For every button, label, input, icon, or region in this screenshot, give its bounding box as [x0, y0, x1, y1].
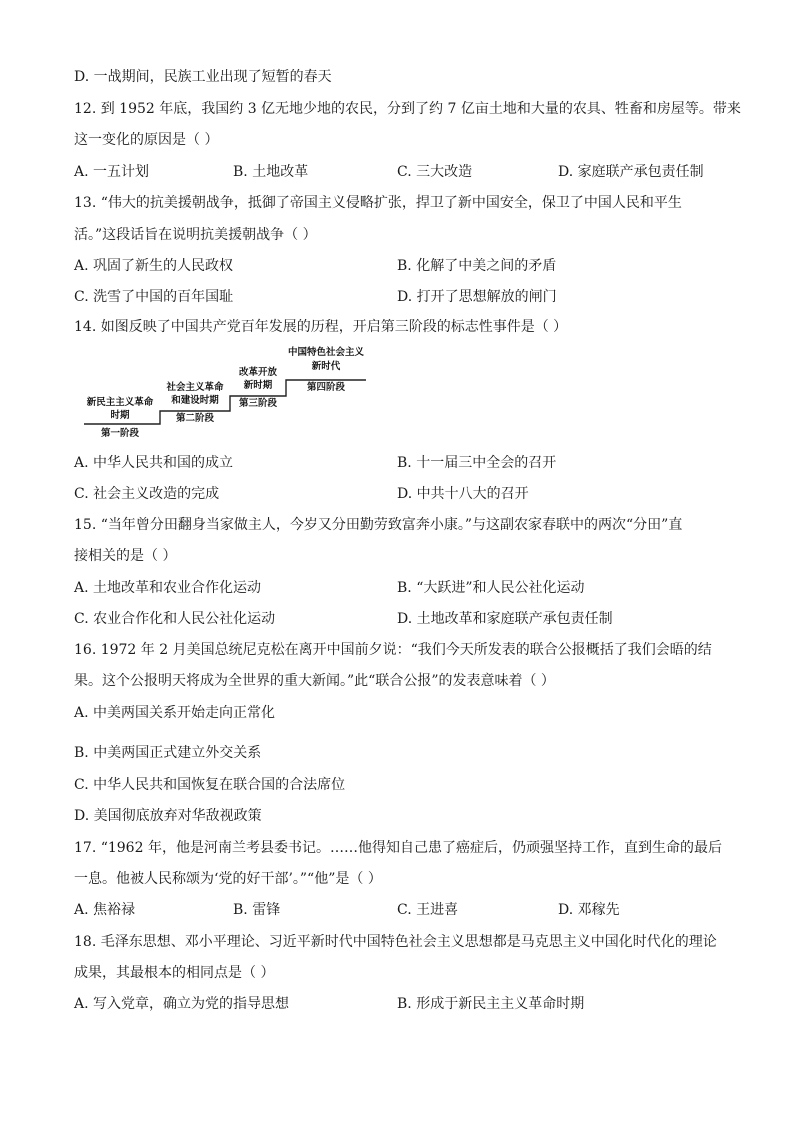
q11-option-d: D. 一战期间，民族工业出现了短暂的春天	[74, 69, 332, 85]
stage2-label: 第二阶段	[175, 413, 215, 424]
q17-stem-line2: 一息。他被人民称颂为‘党的好干部’。”“他”是（ ）	[74, 871, 382, 887]
q18-stem-line2: 成果，其最根本的相同点是（ ）	[74, 965, 275, 981]
stage3-line2: 新时期	[243, 380, 273, 391]
q16-stem-line2: 果。这个公报明天将成为全世界的重大新闻。”此“联合公报”的发表意味着（ ）	[74, 673, 555, 689]
q13-stem-line1: 13. “伟大的抗美援朝战争，抵御了帝国主义侵略扩张，捍卫了新中国安全，保卫了中国人民和平生	[74, 195, 682, 211]
staircase-svg	[82, 345, 382, 445]
stage4-label: 第四阶段	[306, 382, 346, 393]
q18-option-a: A. 写入党章，确立为党的指导思想	[74, 996, 290, 1012]
q16-option-a: A. 中美两国关系开始走向正常化	[74, 705, 276, 721]
q15-option-d: D. 土地改革和家庭联产承包责任制	[397, 611, 613, 627]
stage2-line2: 和建设时期	[171, 395, 219, 406]
stage2-line1: 社会主义革命	[166, 382, 224, 393]
q13-option-c: C. 洗雪了中国的百年国耻	[74, 289, 234, 305]
q17-stem-line1: 17. “1962 年，他是河南兰考县委书记。……他得知自己患了癌症后，仍顽强坚持工作，直到生命的最后	[74, 840, 722, 856]
q12-option-d: D. 家庭联产承包责任制	[558, 164, 704, 180]
q14-option-d: D. 中共十八大的召开	[397, 486, 529, 502]
q14-option-a: A. 中华人民共和国的成立	[74, 455, 234, 471]
q12-option-a: A. 一五计划	[74, 164, 150, 180]
q15-stem-line2: 接相关的是（ ）	[74, 548, 177, 564]
stage4-line1: 中国特色社会主义	[287, 347, 365, 358]
q13-option-a: A. 巩固了新生的人民政权	[74, 258, 234, 274]
q16-option-c: C. 中华人民共和国恢复在联合国的合法席位	[74, 777, 346, 793]
q13-stem-line2: 活。”这段话旨在说明抗美援朝战争（ ）	[74, 227, 317, 243]
q15-option-a: A. 土地改革和农业合作化运动	[74, 580, 262, 596]
stage1-label: 第一阶段	[100, 428, 140, 439]
q12-option-b: B. 土地改革	[233, 164, 309, 180]
q18-option-b: B. 形成于新民主主义革命时期	[397, 996, 585, 1012]
q12-stem-line1: 12. 到 1952 年底，我国约 3 亿无地少地的农民，分到了约 7 亿亩土地和大量的农具、牲畜和房屋等。带来	[74, 101, 741, 117]
q14-option-b: B. 十一届三中全会的召开	[397, 455, 557, 471]
q12-option-c: C. 三大改造	[397, 164, 473, 180]
q14-stem: 14. 如图反映了中国共产党百年发展的历程，开启第三阶段的标志性事件是（ ）	[74, 319, 568, 335]
q18-stem-line1: 18. 毛泽东思想、邓小平理论、习近平新时代中国特色社会主义思想都是马克思主义中国化时代化的理论	[74, 934, 717, 950]
q17-option-d: D. 邓稼先	[558, 902, 620, 918]
q17-option-c: C. 王进喜	[397, 902, 459, 918]
stage1-line2: 时期	[110, 410, 130, 421]
q15-option-c: C. 农业合作化和人民公社化运动	[74, 611, 276, 627]
stage1-line1: 新民主主义革命	[86, 397, 154, 408]
q16-stem-line1: 16. 1972 年 2 月美国总统尼克松在离开中国前夕说：“我们今天所发表的联合公报概括了我们会晤的结	[74, 642, 712, 658]
q17-option-b: B. 雷锋	[233, 902, 281, 918]
q13-option-b: B. 化解了中美之间的矛盾	[397, 258, 557, 274]
q15-option-b: B. “大跃进”和人民公社化运动	[397, 580, 585, 596]
stage-staircase-diagram	[82, 345, 382, 445]
q16-option-b: B. 中美两国正式建立外交关系	[74, 745, 262, 761]
stage3-label: 第三阶段	[238, 398, 278, 409]
q13-option-d: D. 打开了思想解放的闸门	[397, 289, 557, 305]
stage3-line1: 改革开放	[238, 367, 278, 378]
q16-option-d: D. 美国彻底放弃对华敌视政策	[74, 808, 262, 824]
q14-option-c: C. 社会主义改造的完成	[74, 486, 220, 502]
q17-option-a: A. 焦裕禄	[74, 902, 136, 918]
stage4-line2: 新时代	[311, 361, 341, 372]
q15-stem-line1: 15. “当年曾分田翻身当家做主人，今岁又分田勤劳致富奔小康。”与这副农家春联中的两次“分田”直	[74, 517, 683, 533]
q12-stem-line2: 这一变化的原因是（ ）	[74, 132, 219, 148]
